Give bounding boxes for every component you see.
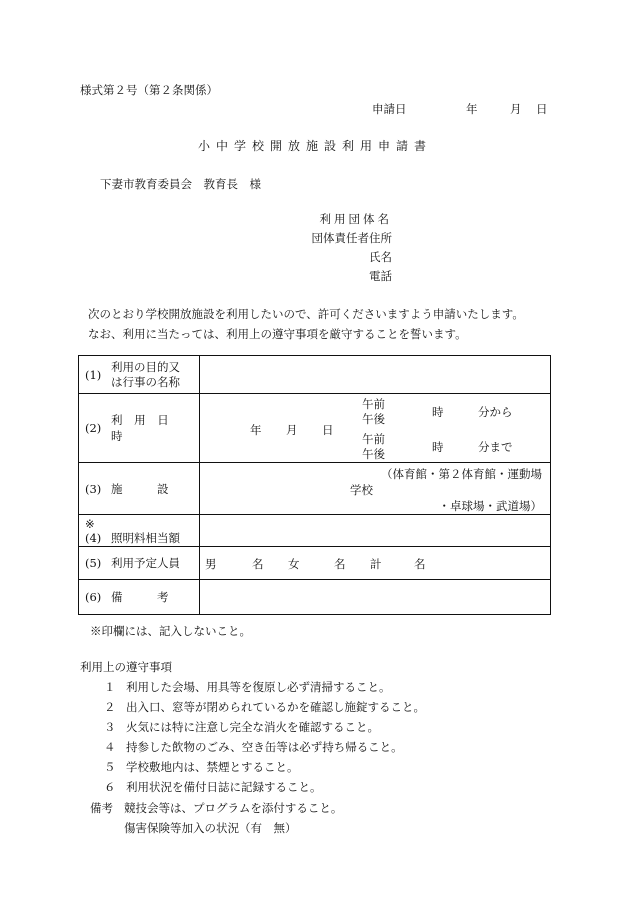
purpose-label-line-2: は行事の名称: [111, 374, 180, 389]
row-number: (5): [85, 556, 102, 570]
application-date-label: 申請日: [372, 102, 407, 116]
lighting-fee-field: [200, 515, 551, 547]
datetime-month-unit: 月: [286, 423, 298, 437]
datetime-label: 利 用 日 時: [111, 413, 173, 443]
total-label: 計: [370, 557, 382, 571]
rule-item: [104, 779, 322, 795]
facility-label: 施 設: [111, 481, 169, 496]
applicant-group-name-label: 利用団体名: [319, 212, 392, 226]
end-pm-label: 午後: [362, 447, 385, 461]
rule-text: 学校敷地内は、禁煙とすること。: [126, 760, 299, 774]
rule-number: １: [104, 680, 116, 694]
declaration-line-1: 次のとおり学校開放施設を利用したいので、許可くださいますよう申請いたします。: [88, 307, 524, 321]
rule-item: [104, 699, 425, 715]
rule-number: ５: [104, 760, 116, 774]
rule-number: ２: [104, 700, 116, 714]
rule-number: ４: [104, 740, 116, 754]
facility-field[interactable]: [200, 463, 551, 515]
participants-field[interactable]: [200, 547, 551, 580]
rule-item: [104, 679, 391, 695]
table-row-remarks: [79, 580, 551, 615]
row-number: (2): [85, 421, 102, 435]
remarks-row-label: 備 考: [111, 590, 169, 604]
participants-label: 利用予定人員: [111, 556, 180, 570]
rule-number: ６: [104, 780, 116, 794]
end-hour-unit: 時: [432, 440, 444, 454]
row-number: (3): [85, 481, 102, 496]
male-count-unit: 名: [252, 557, 264, 571]
office-use-note: ※印欄には、記入しないこと。: [90, 624, 251, 638]
rule-text: 利用した会場、用具等を復原し必ず清掃すること。: [126, 680, 391, 694]
remarks-label: 備考: [90, 801, 113, 815]
rule-text: 出入口、窓等が閉められているかを確認し施錠すること。: [126, 700, 425, 714]
rule-item: [104, 719, 379, 735]
rule-text: 利用状況を備付日誌に記録すること。: [126, 780, 322, 794]
table-row-participants: [79, 547, 551, 580]
purpose-label-cell: [79, 356, 200, 394]
addressee: 下妻市教育委員会 教育長 様: [100, 177, 261, 191]
table-row-facility: [79, 463, 551, 515]
participants-label-cell: [79, 547, 200, 580]
datetime-label-cell: [79, 394, 200, 463]
purpose-field[interactable]: [200, 356, 551, 394]
start-pm-label: 午後: [362, 412, 385, 426]
rule-text: 火気には特に注意し完全な消火を確認すること。: [126, 720, 379, 734]
remarks-line-2: 傷害保険等加入の状況（有 無）: [124, 821, 297, 835]
form-number: 様式第２号（第２条関係）: [80, 83, 218, 97]
rules-heading: 利用上の遵守事項: [80, 660, 172, 674]
remarks-field[interactable]: [200, 580, 551, 615]
applicant-phone-label: 電話: [369, 269, 392, 283]
female-count-unit: 名: [334, 557, 346, 571]
end-minute-to: 分まで: [478, 440, 513, 454]
rule-number: ３: [104, 720, 116, 734]
applicant-name-label: 氏名: [369, 250, 392, 264]
table-row-lighting-fee: [79, 515, 551, 547]
date-day-unit: 日: [536, 102, 548, 116]
facility-label-cell: [79, 463, 200, 515]
rule-text: 持参した飲物のごみ、空き缶等は必ず持ち帰ること。: [126, 740, 403, 754]
school-label: 学校: [350, 483, 373, 497]
start-am-label: 午前: [362, 397, 385, 411]
table-row-purpose: [79, 356, 551, 394]
row-number: (4): [85, 530, 102, 545]
remarks-line-1: 競技会等は、プログラムを添付すること。: [124, 801, 343, 815]
start-hour-unit: 時: [432, 405, 444, 419]
facility-options-line-1: （体育館・第２体育館・運動場: [381, 467, 542, 481]
datetime-day-unit: 日: [322, 423, 334, 437]
date-year-unit: 年: [466, 102, 478, 116]
rule-item: [104, 759, 299, 775]
total-count-unit: 名: [414, 557, 426, 571]
office-use-mark: ※: [85, 516, 95, 531]
datetime-field[interactable]: [200, 394, 551, 463]
male-label: 男: [205, 557, 217, 571]
declaration-text: [88, 304, 524, 344]
lighting-fee-label-cell: [79, 515, 200, 547]
rule-item: [104, 739, 403, 755]
remarks-label-cell: [79, 580, 200, 615]
datetime-year-unit: 年: [250, 423, 262, 437]
start-minute-from: 分から: [478, 405, 513, 419]
purpose-label-line-1: 利用の目的又: [111, 359, 180, 374]
form-title: 小中学校開放施設利用申請書: [197, 139, 432, 153]
table-row-datetime: [79, 394, 551, 463]
row-number: (6): [85, 590, 102, 604]
lighting-fee-label: 照明料相当額: [111, 530, 180, 545]
date-month-unit: 月: [510, 102, 522, 116]
declaration-line-2: なお、利用に当たっては、利用上の遵守事項を厳守することを誓います。: [88, 327, 467, 341]
row-number: (1): [85, 367, 102, 382]
application-table: [78, 355, 551, 615]
applicant-address-label: 団体責任者住所: [311, 231, 392, 245]
female-label: 女: [288, 557, 300, 571]
facility-options-line-2: ・卓球場・武道場）: [438, 499, 542, 513]
end-am-label: 午前: [362, 432, 385, 446]
